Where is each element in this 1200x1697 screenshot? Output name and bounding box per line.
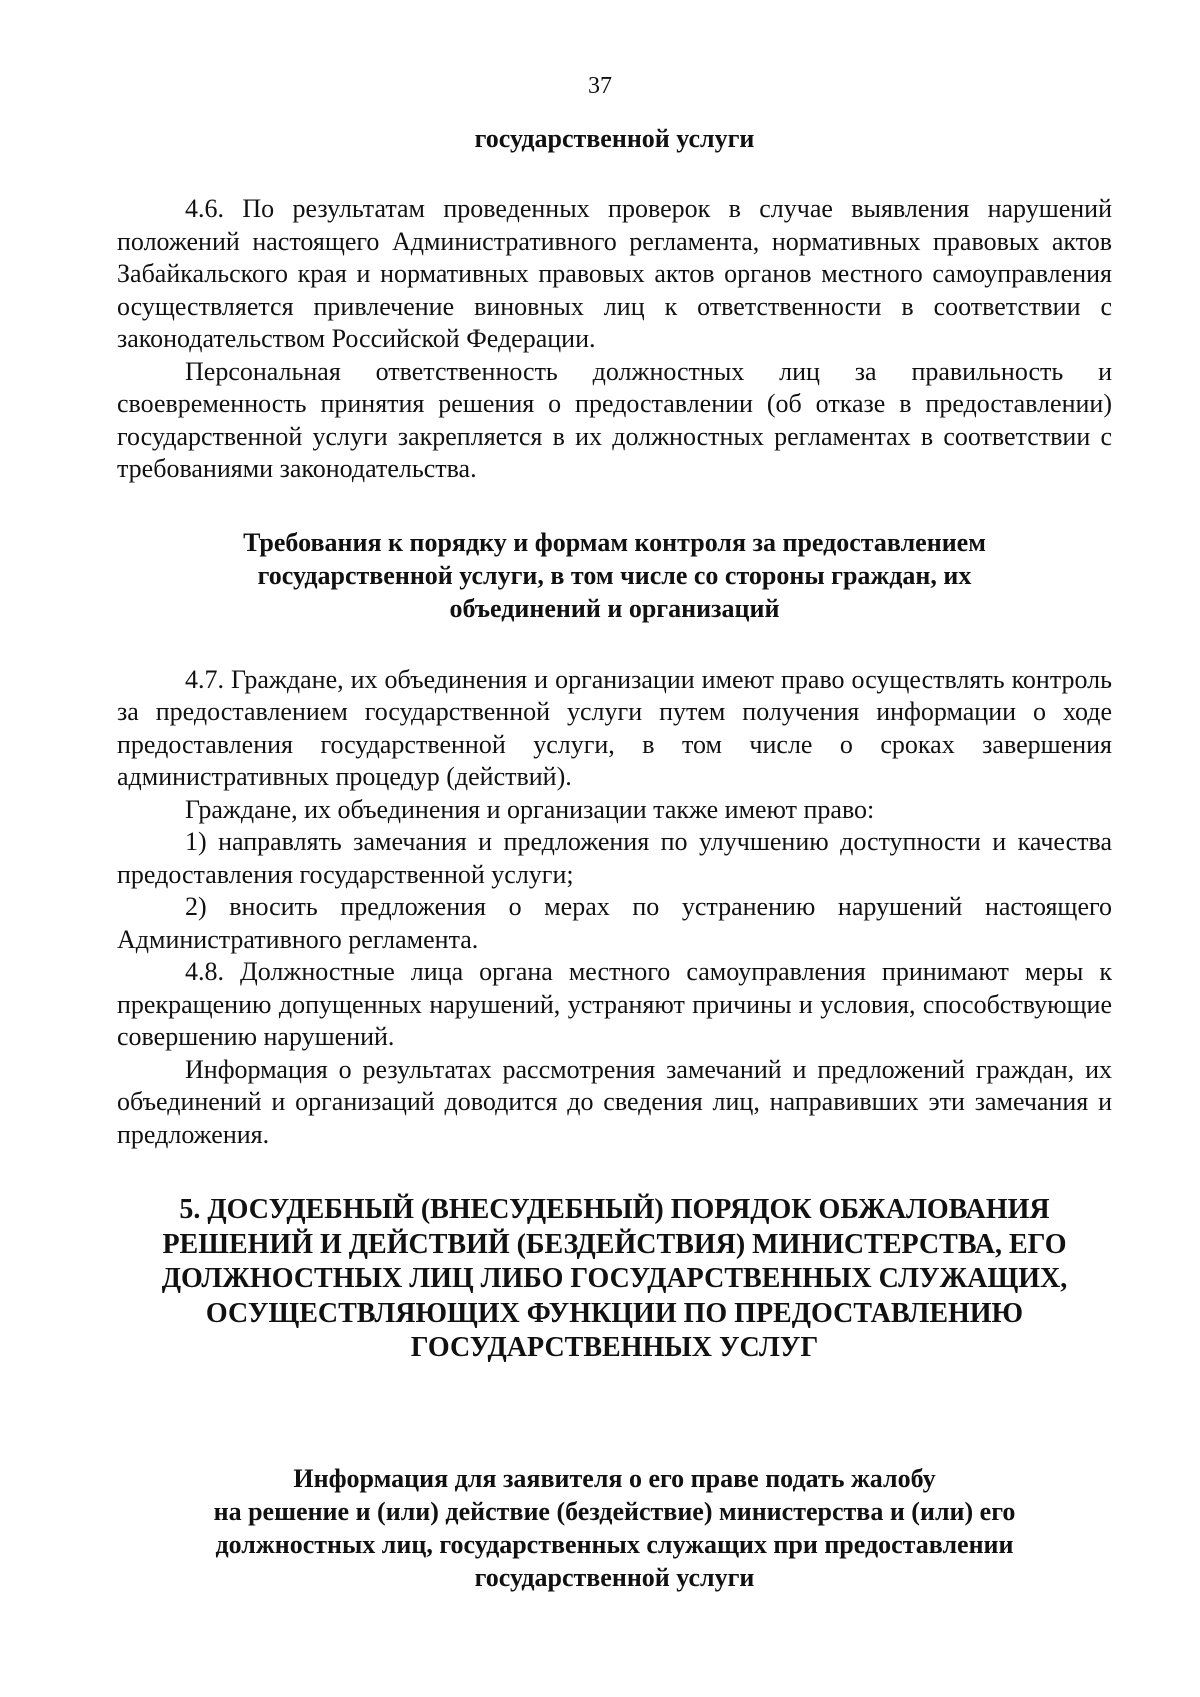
list-item-1: 1) направлять замечания и предложения по улучшению доступности и качества предоставления государственной услуги; <box>117 827 1112 889</box>
paragraph-results-info: Информация о результатах рассмотрения замечаний и предложений граждан, их объединений и организаций доводится до сведения лиц, направивших эти замечания и предложения. <box>117 1054 1112 1149</box>
heading-line: государственной услуги, в том числе со стороны граждан, их <box>257 560 972 590</box>
heading-line: объединений и организаций <box>449 593 780 623</box>
list-item-2: 2) вносить предложения о мерах по устранению нарушений настоящего Административного регламента. <box>117 892 1112 954</box>
paragraph-citizens-rights: Граждане, их объединения и организации также имеют право: <box>185 794 875 824</box>
heading-line: Информация для заявителя о его праве подать жалобу <box>293 1463 936 1493</box>
paragraph-personal-responsibility: Персональная ответственность должностных лиц за правильность и своевременность принятия решения о предоставлении (об отказе в предоставлении) государственной услуги закрепляется в их должностных регламентах в соответствии с требованиями законодательства. <box>117 356 1112 483</box>
heading-line: должностных лиц, государственных служащих при предоставлении <box>215 1529 1014 1559</box>
heading-line: Требования к порядку и формам контроля за предоставлением <box>243 527 986 557</box>
section-heading-line: ДОЛЖНОСТНЫХ ЛИЦ ЛИБО ГОСУДАРСТВЕННЫХ СЛУЖАЩИХ, <box>161 1263 1068 1294</box>
heading-line: государственной услуги <box>474 1562 755 1592</box>
heading-line: на решение и (или) действие (бездействие) министерства и (или) его <box>213 1496 1016 1526</box>
section-heading-line: ОСУЩЕСТВЛЯЮЩИХ ФУНКЦИИ ПО ПРЕДОСТАВЛЕНИЮ <box>205 1297 1024 1329</box>
heading-complaint-info <box>117 1462 1112 1594</box>
section-heading-line: РЕШЕНИЙ И ДЕЙСТВИЙ (БЕЗДЕЙСТВИЯ) МИНИСТЕРСТВА, ЕГО <box>162 1228 1067 1260</box>
paragraph-4-7: 4.7. Граждане, их объединения и организации имеют право осуществлять контроль за предоставлением государственной услуги путем получения информации о ходе предоставления государственной услуги, в том числе о сроках завершения административных процедур (действий). <box>117 664 1112 791</box>
continued-heading: государственной услуги <box>474 124 755 153</box>
paragraph-4-8: 4.8. Должностные лица органа местного самоуправления принимают меры к прекращению допущенных нарушений, устраняют причины и условия, способствующие совершению нарушений. <box>117 957 1112 1051</box>
section-5-heading <box>117 1193 1112 1366</box>
section-heading-line: ГОСУДАРСТВЕННЫХ УСЛУГ <box>410 1332 819 1363</box>
document-body <box>117 122 1112 1594</box>
page-number: 37 <box>588 73 612 99</box>
section-heading-line: 5. ДОСУДЕБНЫЙ (ВНЕСУДЕБНЫЙ) ПОРЯДОК ОБЖАЛОВАНИЯ <box>179 1194 1050 1225</box>
heading-control-requirements <box>117 526 1112 625</box>
paragraph-4-6: 4.6. По результатам проведенных проверок в случае выявления нарушений положений настоящего Административного регламента, нормативных правовых актов Забайкальского края и нормативных правовых актов органов местного самоуправления осуществляется привлечение виновных лиц к ответственности в соответствии с законодательством Российской Федерации. <box>117 194 1112 353</box>
